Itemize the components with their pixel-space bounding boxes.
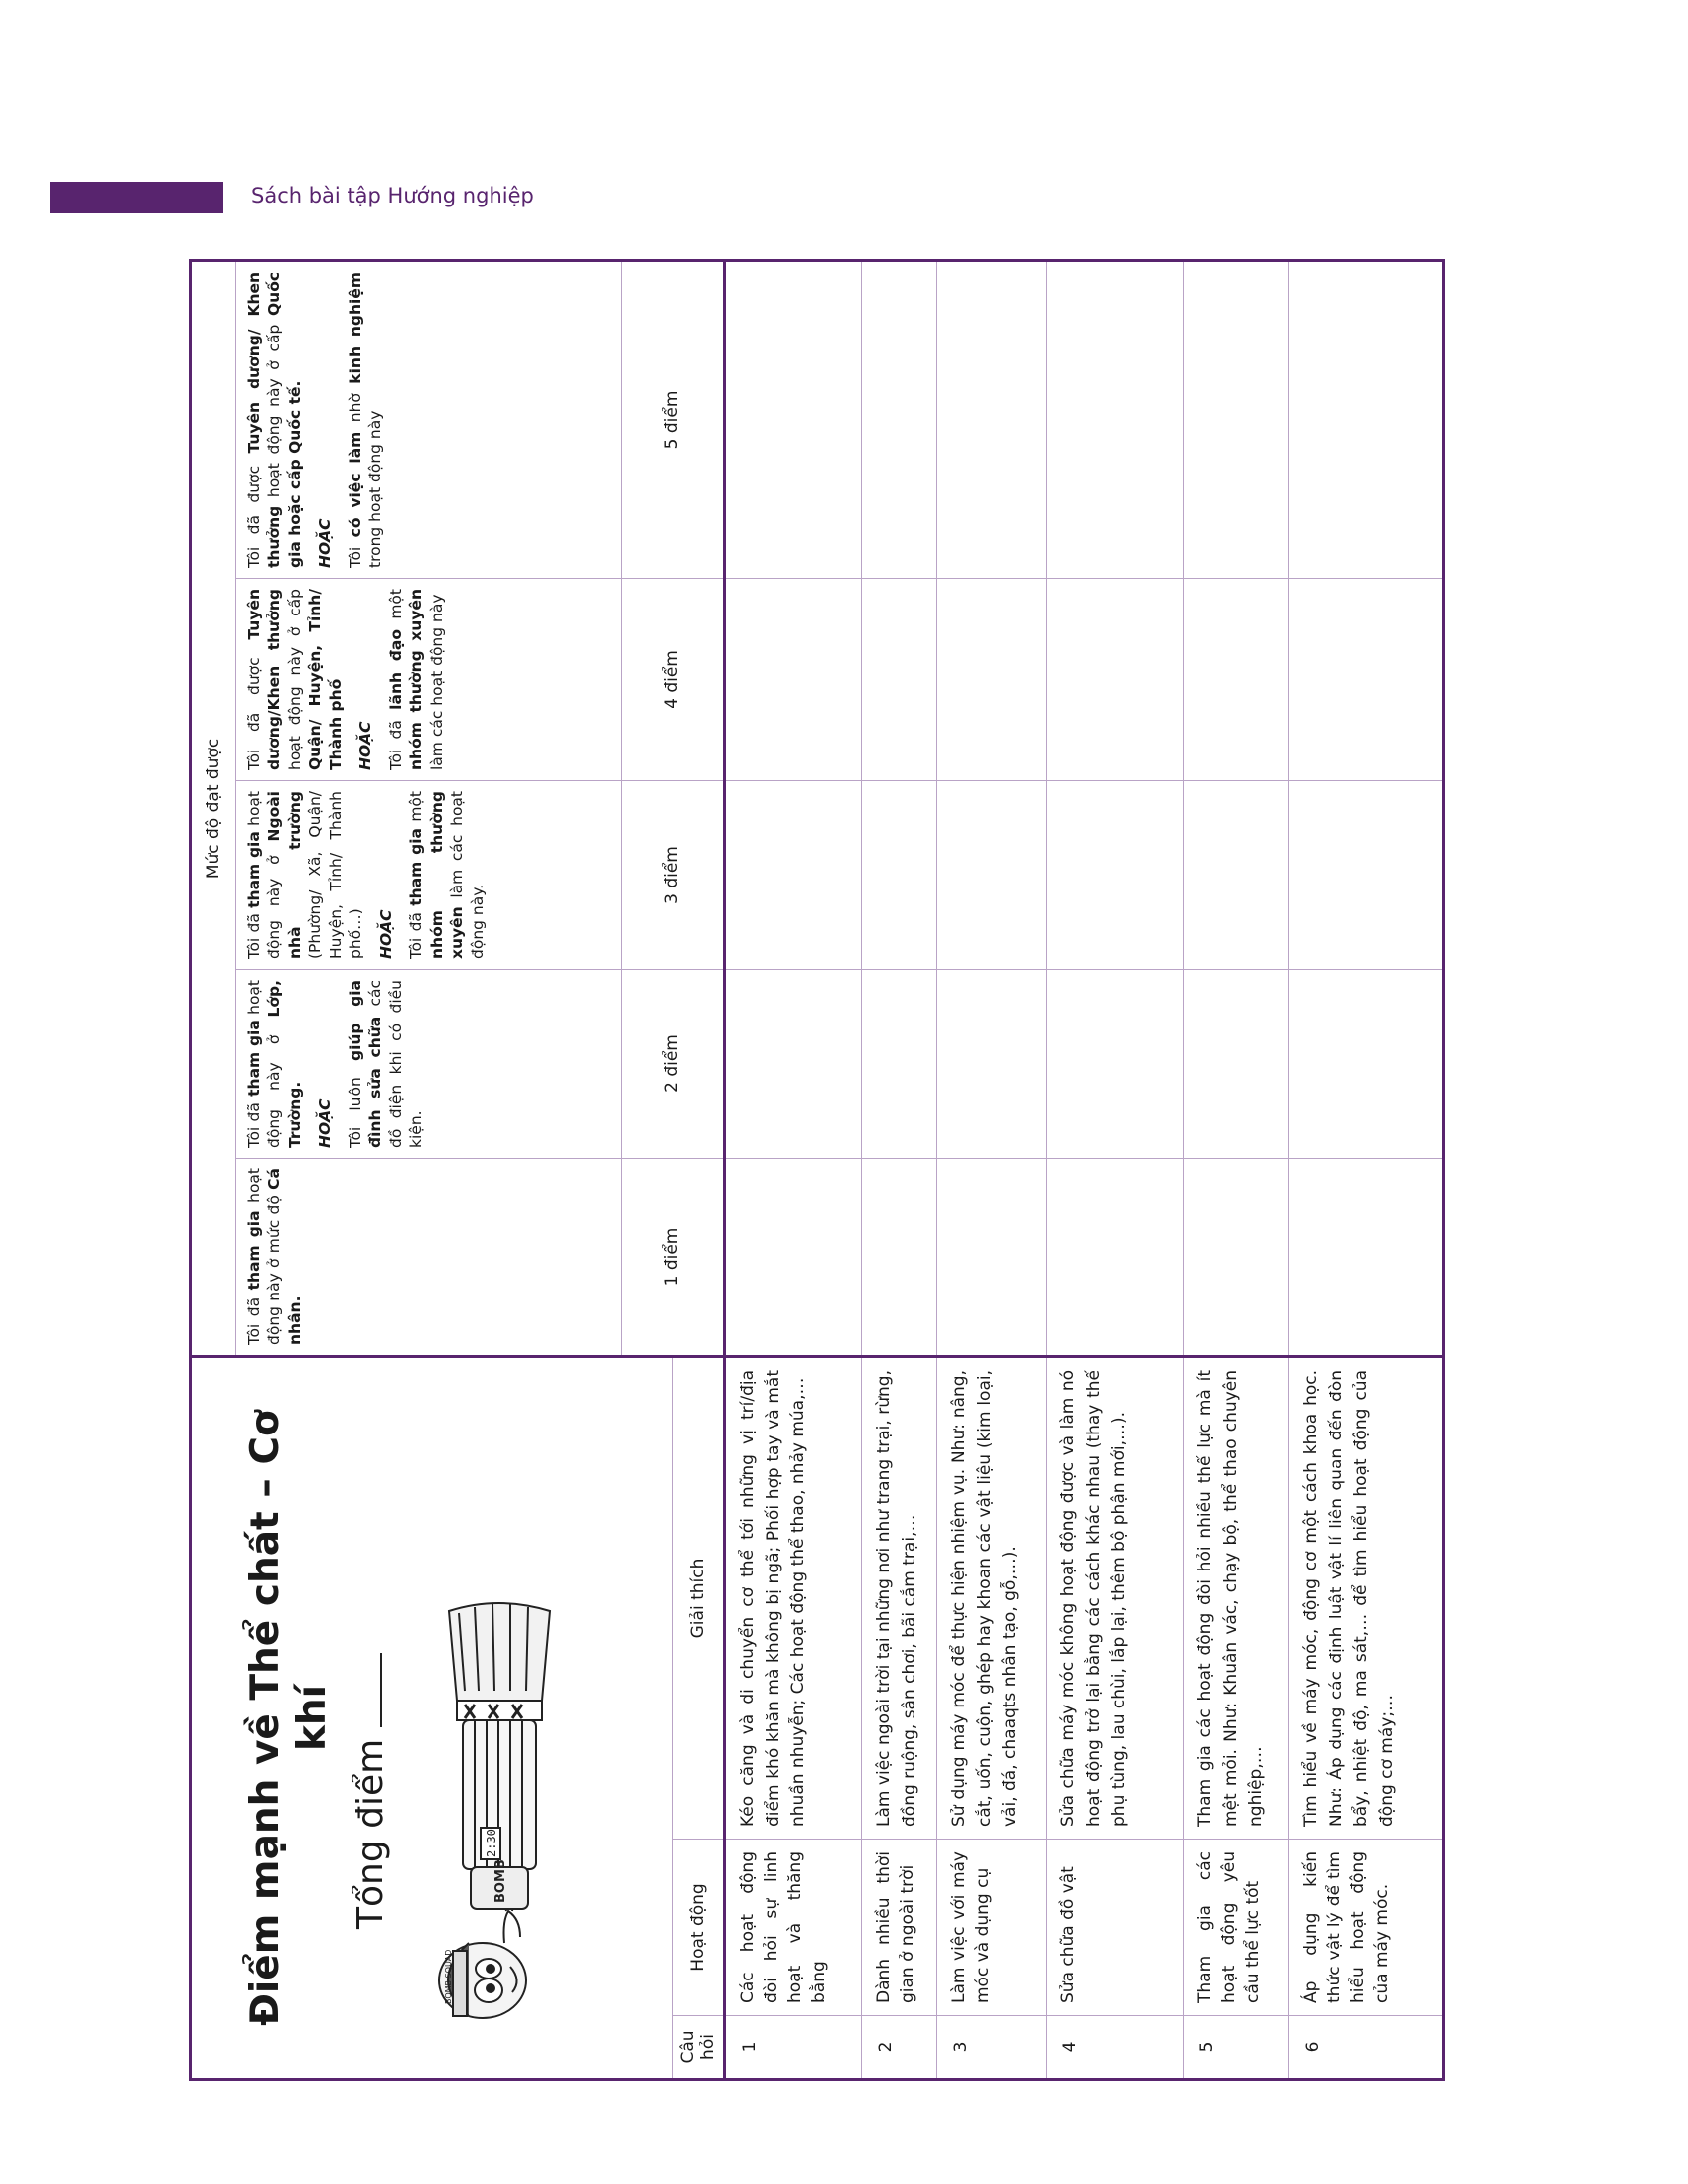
score-cell-4[interactable] (862, 579, 937, 781)
level-2-description (236, 970, 622, 1159)
activity-explanation: Sử dụng máy móc để thực hiện nhiệm vụ. Như: nâng, cắt, uốn, cuộn, ghép hay khoan các vật liệu (kim loại, vải, đá, chaaqts nhân tạo, gỗ,…). (937, 1357, 1047, 1840)
score-cell-1[interactable] (725, 1159, 862, 1357)
level-text-bold: Lớp, Trường. (265, 980, 304, 1148)
level-1-points: 1 điểm (622, 1159, 725, 1357)
level-text-run: các đồ điện khi có điều kiện. (366, 980, 426, 1148)
level-text (244, 791, 366, 959)
level-text (244, 272, 305, 568)
activity-name: Sửa chữa đồ vật (1047, 1840, 1184, 2016)
level-text (244, 980, 305, 1148)
level-text-run: trong hoạt động này (366, 410, 385, 568)
level-text-bold: tham gia (407, 828, 426, 906)
level-text-run: nhờ (346, 383, 364, 432)
level-text-run: làm các hoạt động này (427, 594, 446, 770)
level-text-bold: nhóm thường xuyên (407, 589, 426, 770)
level-text-run: hoạt động này ở (245, 791, 284, 959)
question-number: 1 (725, 2016, 862, 2080)
score-cell-5[interactable] (937, 260, 1047, 578)
header-accent-bar (50, 182, 223, 213)
table-row (725, 260, 862, 2079)
score-cell-1[interactable] (862, 1159, 937, 1357)
activity-name: Dành nhiều thời gian ở ngoài trời (862, 1840, 937, 2016)
level-text-run: hoạt động này ở cấp (285, 589, 304, 770)
level-text-bold: tham gia (245, 1210, 263, 1291)
level-text-run: một (407, 791, 426, 829)
score-cell-4[interactable] (1047, 579, 1184, 781)
activity-explanation: Sửa chữa máy móc không hoạt động được và làm nó hoạt động trở lại bằng các cách khác nhau (thay thế phụ tùng, lau chùi, lắp lại, thêm bộ phận mới,…). (1047, 1357, 1184, 1840)
badge-text: BOMB SQUAD (443, 1949, 453, 2004)
score-cell-3[interactable] (1289, 781, 1444, 970)
level-text-run: một (386, 589, 405, 629)
level-text (244, 1168, 305, 1345)
level-text-bold: Quận/ Huyện, Tỉnh/ Thành phố (306, 589, 345, 770)
level-text-bold: Ngoài nhà trường (265, 791, 304, 959)
bomb-text: BOMB (492, 1859, 508, 1903)
activity-explanation: Tham gia các hoạt động đòi hỏi nhiều thể lực mà ít mệt mỏi. Như: Khuân vác, chạy bộ, thể thao chuyên nghiệp,… (1184, 1357, 1289, 1840)
level-3-description (236, 781, 622, 970)
header-title: Sách bài tập Hướng nghiệp (251, 184, 534, 207)
score-cell-2[interactable] (725, 970, 862, 1159)
level-text-bold: lãnh đạo (386, 628, 405, 710)
score-cell-3[interactable] (725, 781, 862, 970)
column-header-question: Câu hỏi (673, 2016, 725, 2080)
table-row (937, 260, 1047, 2079)
level-text (244, 589, 346, 770)
total-score-blank[interactable] (351, 1653, 382, 1727)
score-cell-1[interactable] (1184, 1159, 1289, 1357)
level-text-bold: Cá nhân. (265, 1168, 304, 1345)
level-text-bold: nhóm thường xuyên (427, 791, 467, 959)
or-label: HOẶC (316, 1098, 335, 1148)
level-text-run: hoạt động này ở mức độ (245, 1168, 284, 1345)
score-cell-2[interactable] (1047, 970, 1184, 1159)
table-row (1047, 260, 1184, 2079)
activity-explanation: Kéo căng và di chuyển cơ thể tới những vị trí/địa điểm khó khăn mà không bị ngã; Phối hợp tay và mắt nhuần nhuyễn; Các hoạt động thể thao, nhảy múa,… (725, 1357, 862, 1840)
score-cell-3[interactable] (1047, 781, 1184, 970)
score-cell-5[interactable] (725, 260, 862, 578)
level-text-bold: Tuyên dương/Khen thưởng (245, 589, 284, 770)
level-text (346, 980, 427, 1148)
level-text-run: Tôi luôn (346, 1061, 364, 1148)
level-5-points: 5 điểm (622, 260, 725, 578)
score-cell-3[interactable] (937, 781, 1047, 970)
level-text-bold: tham gia (245, 831, 263, 908)
worksheet-rotated (189, 262, 1426, 2081)
level-text-run: hoạt động này ở cấp (265, 316, 284, 506)
table-row (862, 260, 937, 2079)
level-text (346, 272, 386, 568)
level-text-run: Tôi đã (245, 1096, 263, 1148)
level-text-run: Tôi đã được (245, 639, 263, 770)
or-label: HOẶC (376, 909, 395, 959)
activity-name: Làm việc với máy móc và dụng cụ (937, 1840, 1047, 2016)
level-header: Mức độ đạt được (191, 260, 236, 1356)
title-block (191, 1357, 673, 2080)
activity-explanation: Làm việc ngoài trời tại những nơi như trang trại, rừng, đồng ruộng, sân chơi, bãi cắm trại,… (862, 1357, 937, 1840)
column-header-activity: Hoạt động (673, 1840, 725, 2016)
score-cell-5[interactable] (1289, 260, 1444, 578)
activity-name: Tham gia các hoạt động yêu cầu thể lực tốt (1184, 1840, 1289, 2016)
score-cell-5[interactable] (1184, 260, 1289, 578)
score-cell-5[interactable] (862, 260, 937, 578)
score-cell-3[interactable] (1184, 781, 1289, 970)
activity-name: Áp dụng kiến thức vật lý để tìm hiểu hoạt động của máy móc. (1289, 1840, 1444, 2016)
table-row (1184, 260, 1289, 2079)
level-text-run: Tôi đã (245, 907, 263, 959)
level-text-run: làm các hoạt động này. (448, 791, 487, 959)
table-row (1289, 260, 1444, 2079)
level-text-bold: giúp gia đình sửa chữa (346, 980, 385, 1148)
score-cell-4[interactable] (725, 579, 862, 781)
question-number: 4 (1047, 2016, 1184, 2080)
or-label: HOẶC (316, 518, 335, 568)
level-text (386, 589, 447, 770)
level-text-run: Tôi đã (386, 709, 405, 770)
score-cell-2[interactable] (862, 970, 937, 1159)
total-score[interactable] (351, 1378, 391, 1929)
level-text-bold: tham gia (245, 1020, 263, 1097)
level-text-run: (Phường/ Xã, Quận/ Huyện, Tỉnh/ Thành phố…) (306, 791, 365, 959)
score-cell-2[interactable] (1184, 970, 1289, 1159)
level-text (406, 791, 488, 959)
level-text-run: Tôi (346, 537, 364, 568)
level-text-bold: Tuyên dương/ Khen thưởng (245, 271, 284, 568)
or-label: HOẶC (356, 721, 375, 770)
score-cell-1[interactable] (1289, 1159, 1444, 1357)
strength-table (189, 259, 1445, 2081)
total-score-label: Tổng điểm (350, 1738, 391, 1929)
score-cell-1[interactable] (937, 1159, 1047, 1357)
timer-text: 2:30 (484, 1829, 498, 1857)
score-cell-5[interactable] (1047, 260, 1184, 578)
question-number: 5 (1184, 2016, 1289, 2080)
score-cell-2[interactable] (937, 970, 1047, 1159)
question-number: 3 (937, 2016, 1047, 2080)
level-3-points: 3 điểm (622, 781, 725, 970)
score-cell-4[interactable] (1289, 579, 1444, 781)
question-number: 6 (1289, 2016, 1444, 2080)
worksheet-title: Điểm mạnh về Thể chất – Cơ khí (243, 1410, 335, 2026)
level-text-bold: có việc làm (346, 431, 364, 538)
level-1-description (236, 1159, 622, 1357)
level-text-run: Tôi đã (245, 1290, 263, 1345)
bomb-squad-cartoon-icon (405, 1378, 578, 2028)
level-5-description (236, 260, 622, 578)
column-header-explanation: Giải thích (673, 1357, 725, 1840)
level-4-description (236, 579, 622, 781)
level-text-bold: kinh nghiệm (346, 271, 364, 384)
score-cell-4[interactable] (937, 579, 1047, 781)
score-cell-1[interactable] (1047, 1159, 1184, 1357)
level-4-points: 4 điểm (622, 579, 725, 781)
score-cell-2[interactable] (1289, 970, 1444, 1159)
activity-name: Các hoạt động đòi hỏi sự linh hoạt và thăng bằng (725, 1840, 862, 2016)
activity-explanation: Tìm hiểu về máy móc, động cơ một cách khoa học. Như: Áp dụng các định luật vật lí liên quan đến đòn bẩy, nhiệt độ, ma sát,… để tìm hiểu hoạt động của động cơ máy;… (1289, 1357, 1444, 1840)
question-number: 2 (862, 2016, 937, 2080)
level-2-points: 2 điểm (622, 970, 725, 1159)
score-cell-4[interactable] (1184, 579, 1289, 781)
level-text-bold: Quốc gia hoặc cấp Quốc tế. (265, 271, 304, 568)
level-text-run: Tôi đã (407, 905, 426, 959)
level-text-run: hoạt động này ở (245, 980, 284, 1148)
level-text-run: Tôi đã được (245, 453, 263, 568)
score-cell-3[interactable] (862, 781, 937, 970)
